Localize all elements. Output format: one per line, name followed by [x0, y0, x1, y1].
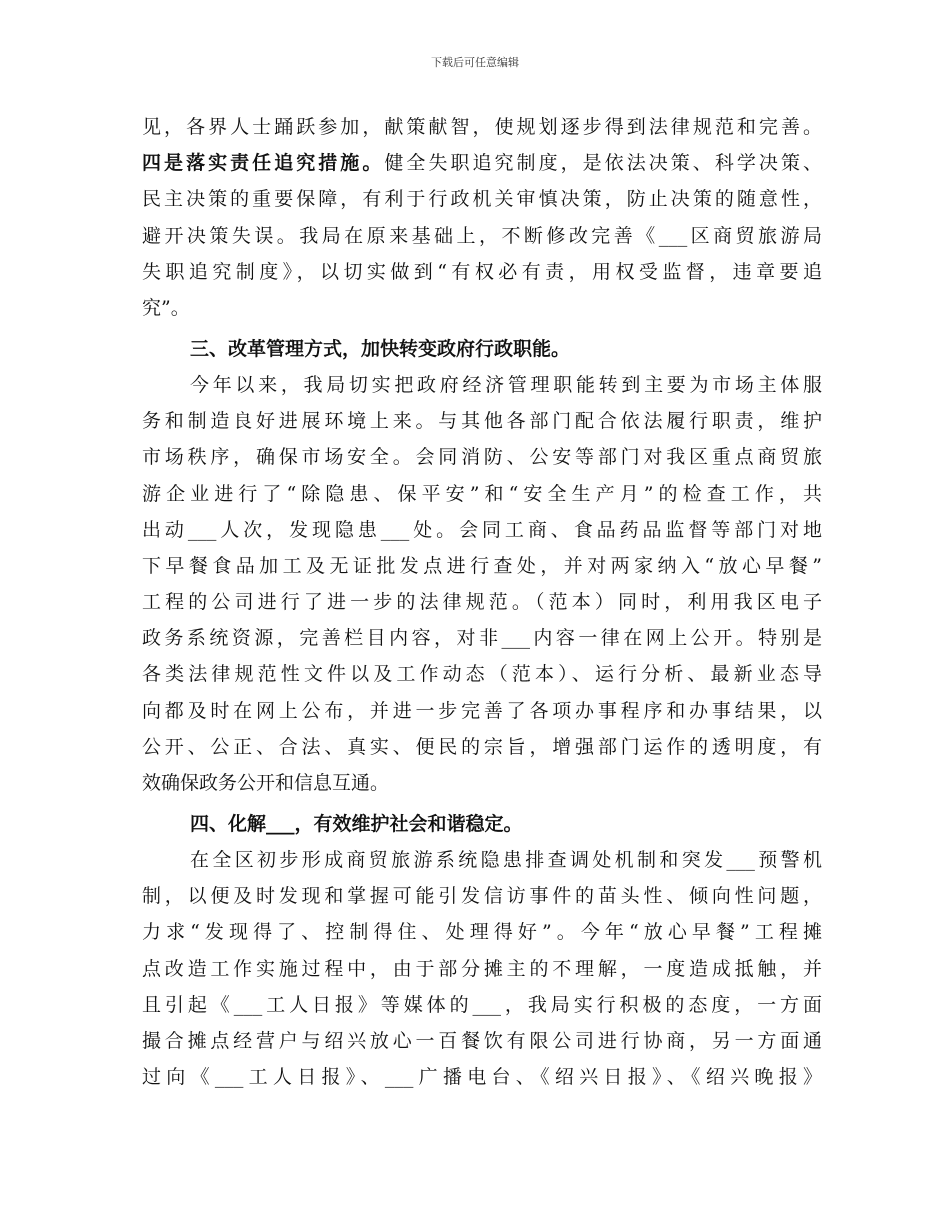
body-line: 下早餐食品加工及无证批发点进行查处，并对两家纳入“放心早餐”: [142, 555, 822, 577]
body-line: 失职追究制度》，以切实做到“有权必有责，用权受监督，违章要追: [142, 261, 822, 283]
body-line: 在全区初步形成商贸旅游系统隐患排查调处机制和突发___预警机: [190, 849, 822, 871]
body-line: 公开、公正、合法、真实、便民的宗旨，增强部门运作的透明度，有: [142, 736, 822, 758]
section-heading: 四、化解___，有效维护社会和谐稳定。: [190, 813, 523, 835]
body-line: 力求“发现得了、控制得住、处理得好”。今年“放心早餐”工程摊: [142, 921, 822, 943]
bold-lead-phrase: 四是落实责任追究措施。: [142, 152, 385, 174]
body-line: 见，各界人士踊跃参加，献策献智，使规划逐步得到法律规范和完善。: [142, 116, 822, 138]
body-line: 今年以来，我局切实把政府经济管理职能转到主要为市场主体服: [190, 374, 822, 396]
body-line: 出动___人次，发现隐患___处。会同工商、食品药品监督等部门对地: [142, 519, 822, 541]
body-line: 效确保政务公开和信息互通。: [142, 772, 390, 794]
body-line: 制，以便及时发现和掌握可能引发信访事件的苗头性、倾向性问题，: [142, 885, 822, 907]
body-line: 且引起《___工人日报》等媒体的___，我局实行积极的态度，一方面: [142, 994, 822, 1016]
body-line: 工程的公司进行了进一步的法律规范。（范本）同时，利用我区电子: [142, 591, 822, 613]
body-line: 各类法律规范性文件以及工作动态（范本）、运行分析、最新业态导: [142, 663, 822, 685]
body-line: 过向《___工人日报》、___广播电台、《绍兴日报》、《绍兴晚报》: [142, 1066, 822, 1088]
body-line: 务和制造良好进展环境上来。与其他各部门配合依法履行职责，维护: [142, 410, 822, 432]
body-line: 民主决策的重要保障，有利于行政机关审慎决策，防止决策的随意性，: [142, 188, 822, 210]
body-line: 游企业进行了“除隐患、保平安”和“安全生产月”的检查工作，共: [142, 483, 822, 505]
body-line: 政务系统资源，完善栏目内容，对非___内容一律在网上公开。特别是: [142, 627, 822, 649]
page-header: 下载后可任意编辑: [431, 56, 519, 69]
body-line: 市场秩序，确保市场安全。会同消防、公安等部门对我区重点商贸旅: [142, 446, 822, 468]
body-line: 究”。: [142, 297, 190, 319]
body-line: 撮合摊点经营户与绍兴放心一百餐饮有限公司进行协商，另一方面通: [142, 1030, 822, 1052]
section-heading: 三、改革管理方式，加快转变政府行政职能。: [190, 338, 571, 360]
body-line: [142, 154, 822, 173]
body-line: 点改造工作实施过程中，由于部分摊主的不理解，一度造成抵触，并: [142, 958, 822, 980]
body-line: 避开决策失误。我局在原来基础上，不断修改完善《___区商贸旅游局: [142, 225, 822, 247]
body-line: 向都及时在网上公布，并进一步完善了各项办事程序和办事结果，以: [142, 700, 822, 722]
body-text: 健全失职追究制度，是依法决策、科学决策、: [384, 152, 822, 174]
